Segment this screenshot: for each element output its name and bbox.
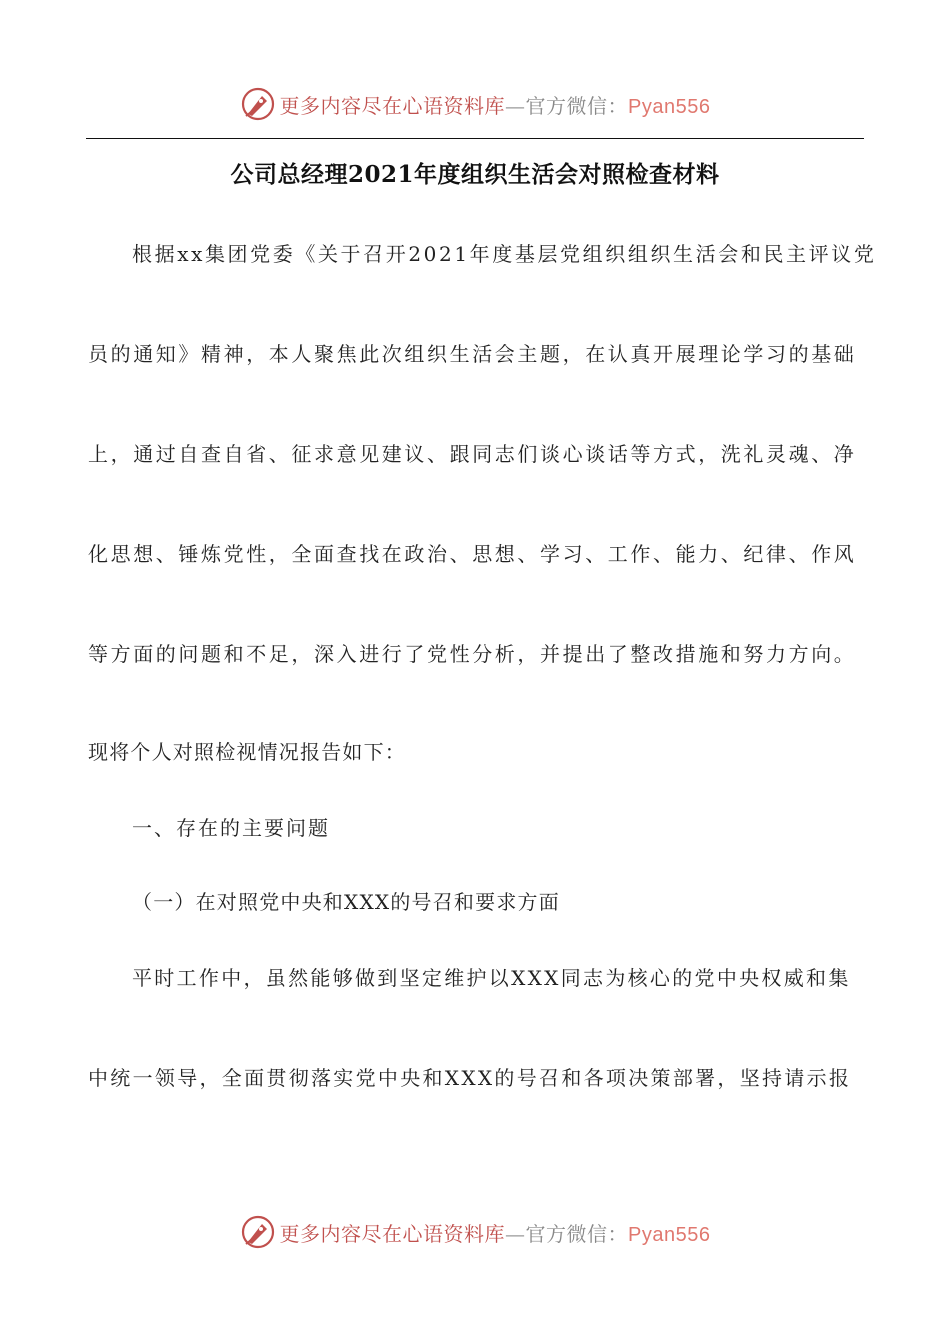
- header-separator: —: [505, 93, 526, 118]
- paragraph-line: 中统一领导，全面贯彻落实党中央和XXX的号召和各项决策部署，坚持请示报: [88, 1066, 852, 1090]
- header-site-name: 更多内容尽在心语资料库: [279, 93, 506, 118]
- header-wechat-id: Pyan556: [628, 95, 711, 118]
- pen-nib-logo-icon: [240, 1214, 276, 1250]
- header-text: [280, 90, 711, 119]
- paragraph-line: 根据xx集团党委《关于召开2021年度基层党组织组织生活会和民主评议党: [132, 242, 877, 266]
- section-heading: 一、存在的主要问题: [132, 816, 330, 840]
- footer-text: [280, 1218, 711, 1247]
- header-divider: [86, 138, 864, 139]
- document-title: 公司总经理2021年度组织生活会对照检查材料: [230, 161, 720, 188]
- footer-banner: [0, 1212, 950, 1252]
- paragraph-line: 现将个人对照检视情况报告如下：: [88, 740, 406, 764]
- paragraph-line: 上，通过自查自省、征求意见建议、跟同志们谈心谈话等方式，洗礼灵魂、净: [88, 442, 857, 466]
- paragraph-line: 平时工作中，虽然能够做到坚定维护以XXX同志为核心的党中央权威和集: [132, 966, 851, 990]
- header-wechat-label: 官方微信：: [525, 93, 629, 118]
- paragraph-line: 等方面的问题和不足，深入进行了党性分析，并提出了整改措施和努力方向。: [88, 642, 857, 666]
- footer-wechat-id: Pyan556: [628, 1223, 711, 1246]
- footer-wechat-label: 官方微信：: [525, 1221, 629, 1246]
- footer-site-name: 更多内容尽在心语资料库: [279, 1221, 506, 1246]
- subsection-heading: （一）在对照党中央和XXX的号召和要求方面: [132, 890, 560, 914]
- paragraph-line: 员的通知》精神，本人聚焦此次组织生活会主题，在认真开展理论学习的基础: [88, 342, 857, 366]
- header-banner: [0, 84, 950, 124]
- footer-separator: —: [505, 1221, 526, 1246]
- paragraph-line: 化思想、锤炼党性，全面查找在政治、思想、学习、工作、能力、纪律、作风: [88, 542, 857, 566]
- pen-nib-logo-icon: [240, 86, 276, 122]
